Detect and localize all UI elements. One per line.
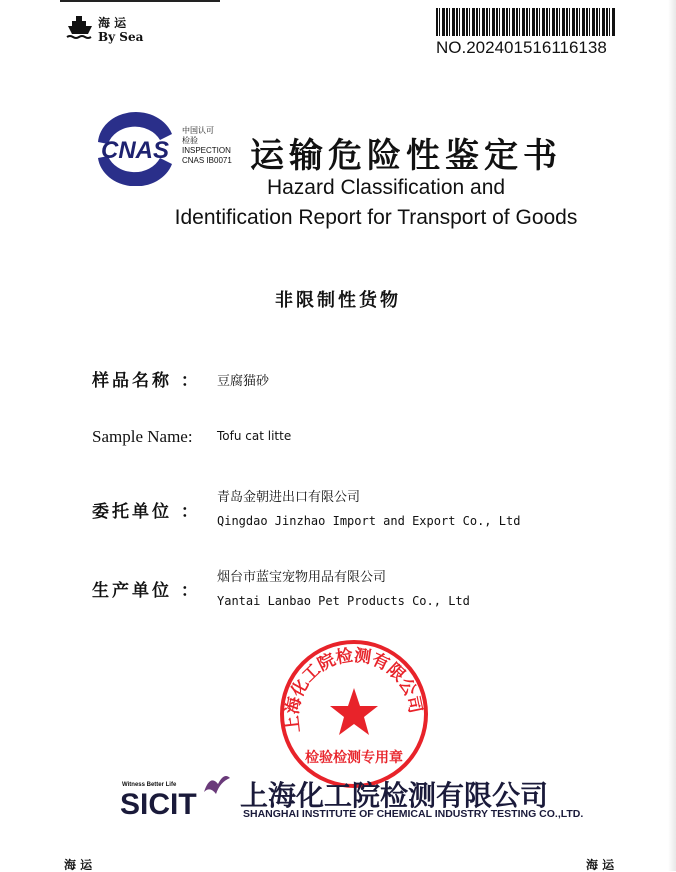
sicit-logo: SICIT [120, 788, 197, 821]
cnas-code: CNAS IB0071 [182, 156, 232, 165]
cnas-inspection: INSPECTION [182, 146, 231, 155]
cnas-cn2: 检验 [182, 136, 198, 145]
manufacturer-en: Yantai Lanbao Pet Products Co., Ltd [217, 594, 470, 608]
title-en-line2: Identification Report for Transport of Goods [174, 206, 578, 229]
client-en: Qingdao Jinzhao Import and Export Co., Ltd [217, 514, 521, 528]
svg-text:上海化工院检测有限公司: 上海化工院检测有限公司 [282, 645, 426, 734]
sample-name-cn-label: 样品名称 ： [92, 371, 201, 391]
page-edge-shadow [668, 0, 676, 871]
sample-name-en-label: Sample Name: [92, 427, 193, 446]
svg-text:检验检测专用章: 检验检测专用章 [305, 750, 403, 766]
cnas-cn: 中国认可 [182, 126, 214, 135]
sample-name-cn: 豆腐猫砂 [217, 374, 270, 389]
shipping-mode-en: By Sea [98, 30, 144, 44]
official-seal [278, 638, 430, 790]
sicit-wing-icon [202, 772, 232, 800]
company-name-en: SHANGHAI INSTITUTE OF CHEMICAL INDUSTRY TESTING CO.,LTD. [243, 808, 584, 820]
scan-edge [60, 0, 220, 2]
title-cn: 运输危险性鉴定书 [250, 136, 562, 176]
client-label: 委托单位 ： [92, 502, 201, 522]
ship-icon [66, 14, 94, 46]
manufacturer-label: 生产单位 ： [92, 581, 201, 601]
title-en-line1: Hazard Classification and [266, 176, 506, 199]
cnas-logo [90, 112, 180, 186]
footer-shipping-left: 海 运 [64, 858, 93, 872]
client-cn: 青岛金朝进出口有限公司 [217, 490, 361, 505]
barcode [436, 8, 616, 36]
company-name-cn: 上海化工院检测有限公司 [240, 779, 549, 812]
sample-name-en: Tofu cat litte [217, 429, 292, 443]
footer-shipping-right: 海 运 [586, 858, 615, 872]
svg-text:CNAS: CNAS [100, 137, 170, 164]
classification-result: 非限制性货物 [275, 290, 401, 311]
sicit-tagline: Witness Better Life [122, 782, 177, 788]
manufacturer-cn: 烟台市蓝宝宠物用品有限公司 [217, 570, 387, 585]
shipping-mode-cn: 海 运 [98, 16, 127, 30]
report-number: NO.202401516116138 [436, 38, 607, 57]
